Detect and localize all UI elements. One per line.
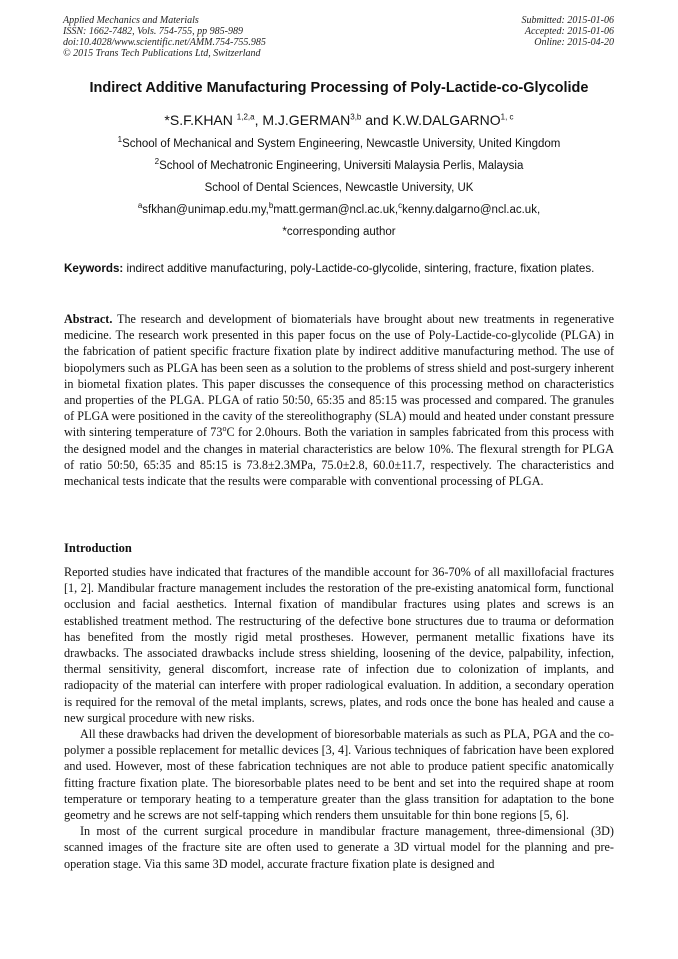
affiliation-1: $^1$School of Mechanical and System Engineering, Newcastle University, United Kingdom <box>117 135 561 150</box>
abstract: Abstract. The research and development of biomaterials have brought about new treatments in regenerative medicine. The research work presented in this paper focus on the use of Poly-Lactide-co-glycolide (PLGA) in the fabrication of patient specific fracture fixation plate by indirect additive manufacturing method. The use of biopolymers such as PLGA has been seen as a solution to the problems of stress shield and post-surgery inherent in biometal fixation plates. This paper discusses the consequence of this processing method on characteristics and properties of the PLGA. PLGA of ratio 50:50, 65:35 and 85:15 was processed and compared. The granules of PLGA were positioned in the cavity of the stereolithography (SLA) mould and heated under constant pressure with sintering temperature of 73$^o$C for 2.0hours. Both the variation in samples fabricated from this process with the designed model and the changes in material characteristics are below 10%. The flexural strength for PLGA of ratio 50:50, 65:35 and 85:15 is 73.8±2.3MPa, 75.0±2.8, 60.0±11.7, respectively. The characteristics and mechanical tests indicate that the results were comparable with conventional processing of PLGA. <box>64 312 614 489</box>
author-2-sup: 3,b <box>350 112 362 122</box>
abstract-label: Abstract. <box>64 312 113 326</box>
keywords <box>64 261 614 277</box>
email-b: matt.german@ncl.ac.uk, <box>273 204 399 216</box>
keywords-text: indirect additive manufacturing, poly-Lactide-co-glycolide, sintering, fracture, fixation plates. <box>123 262 595 275</box>
affiliation-3: School of Dental Sciences, Newcastle University, UK <box>204 182 474 194</box>
submitted-date: Submitted: 2015-01-06 <box>521 15 614 26</box>
affiliation-2: $^2$School of Mechatronic Engineering, Universiti Malaysia Perlis, Malaysia <box>154 157 524 172</box>
journal-name: Applied Mechanics and Materials <box>63 15 199 26</box>
introduction-body <box>64 564 614 872</box>
copyright: © 2015 Trans Tech Publications Ltd, Switzerland <box>63 48 261 59</box>
introduction-heading: Introduction <box>64 541 132 555</box>
online-date: Online: 2015-04-20 <box>534 37 614 48</box>
doi: doi:10.4028/www.scientific.net/AMM.754-755.985 <box>63 37 266 48</box>
intro-paragraph-2: All these drawbacks had driven the development of bioresorbable materials as such as PLA, PGA and the co-polymer a possible replacement for metallic devices [3, 4]. Various techniques of fabrication have been explored and used. However, most of these fabrication techniques are not able to produce patient specific anatomically fitting fracture fixation plate. The bioresorbable plates need to be bent and set into the required shape at room temperature or temporary heating to a temperature greater than the glass transition for adaptation to the bone geometry and he screws are not self-tapping which renders them unsuitable for thin bone regions [5, 6]. <box>64 727 614 823</box>
author-3: and K.W.DALGARNO <box>361 112 501 128</box>
issn: ISSN: 1662-7482, Vols. 754-755, pp 985-989 <box>63 26 243 37</box>
email-a: sfkhan@unimap.edu.my, <box>142 204 269 216</box>
author-1: *S.F.KHAN <box>164 112 237 128</box>
accepted-date: Accepted: 2015-01-06 <box>524 26 614 37</box>
paper-title: Indirect Additive Manufacturing Processing of Poly-Lactide-co-Glycolide <box>89 80 589 96</box>
author-3-sup: 1, c <box>500 112 514 122</box>
author-2: , M.J.GERMAN <box>254 112 351 128</box>
intro-paragraph-1: Reported studies have indicated that fractures of the mandible account for 36-70% of all maxillofacial fractures [1, 2]. Mandibular fracture management includes the restoration of the pre-existing anatomical form, functional occlusion and facial aesthetics. Internal fixation of mandibular fractures using plates and screws is an established treatment method. The restructuring of the defective bone structures due to trauma or deformation has benefited from the mostly rigid metal prostheses. However, permanent metallic fixations have its drawbacks. The associated drawbacks include stress shielding, loosening of the device, palpability, infection, thermal sensitivity, general discomfort, increase rate of infection due to colonization of implants, and radiopacity of the material can interfere with proper radiological evaluation. In addition, a secondary operation is required for the removal of the metal implants, screws, plates, and rods once the bone has healed and cause a new surgical procedure with new risks. <box>64 565 614 725</box>
keywords-label: Keywords: <box>64 262 124 275</box>
authors <box>0 112 678 128</box>
dates-header <box>522 15 615 48</box>
email-c: kenny.dalgarno@ncl.ac.uk, <box>402 204 541 216</box>
corresponding-author: *corresponding author <box>282 226 396 238</box>
intro-paragraph-3: In most of the current surgical procedure in mandibular fracture management, three-dimensional (3D) scanned images of the fracture site are often used to generate a 3D virtual model for the planning and pre-operation stage. Via this same 3D model, accurate fracture fixation plate is designed and <box>64 824 614 871</box>
emails: $^a$sfkhan@unimap.edu.my,$^b$matt.german@ncl.ac.uk,$^c$kenny.dalgarno@ncl.ac.uk, <box>137 201 541 216</box>
author-1-sup: 1,2,a <box>236 112 255 122</box>
journal-header <box>63 15 266 59</box>
